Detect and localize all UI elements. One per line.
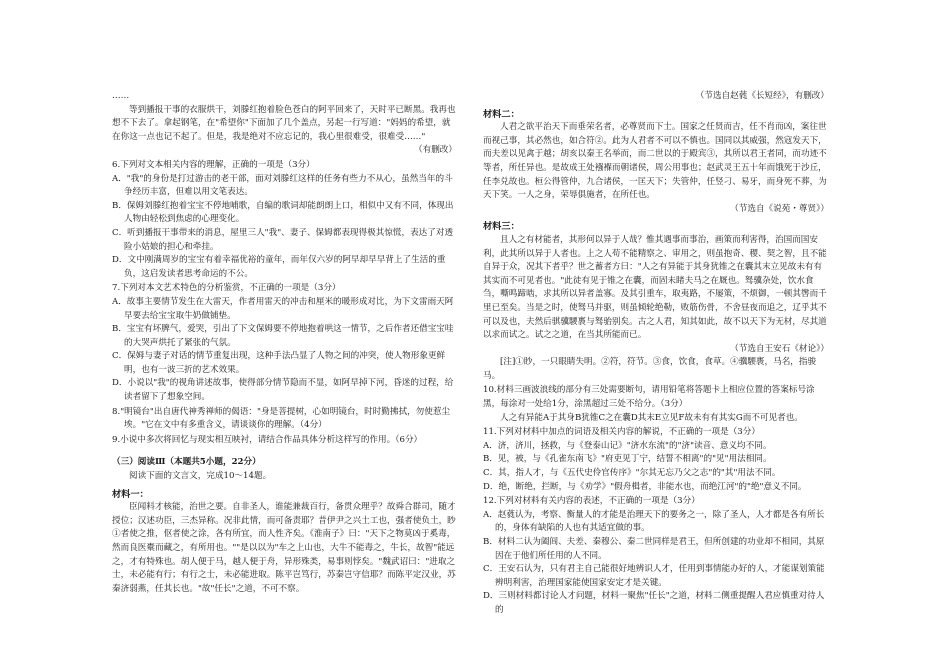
question-8: 8."明镜台"出自唐代神秀禅师的偈语："身是菩提树，心如明镜台，时时勤拂拭，勿使惹尘埃。"它在文中有多重含义，请谈谈你的理解。（4分） <box>112 406 451 431</box>
story-paragraph: 等到播报干事的衣服烘干，刘滕红抱着脸色苍白的阿平回来了，天时平已断黑。我再也想不下去了。拿起钢笔，在"希望你"下面加了几个盖点，另起一行写道："妈妈的希望，就在你这一点也记不起了。但是，我是绝对不应忘记的，我心里很难受，很难受……" <box>112 104 456 142</box>
source-material-2: （节选自《说苑・尊贤》） <box>730 203 829 214</box>
q6-option-d: D．文中刚满周岁的宝宝有着幸福优裕的童年，而年仅六岁的阿早却早早背上了生活的重负，这启发读者思考命运的不公。 <box>112 255 446 279</box>
q7-option-c: C．保姆与妻子对话的情节重复出现，这种手法凸显了人物之间的冲突，使人物形象更鲜明，也有一波三折的艺术效果。 <box>112 351 446 375</box>
question-6-stem: 6.下列对文本相关内容的理解，正确的一项是（3分） <box>112 159 315 170</box>
annotation-note: [注]①眇，一只眼睛失明。②符，符节。③食，饮食，食草。④骥騕褭，马名，指骏马。 <box>483 357 817 381</box>
material-2-label: 材料二： <box>483 108 520 120</box>
material-1-text: 臣闻料才核能，治世之要。自非圣人，谁能兼裁百行，备贯众理乎？故舜合群司，随才授位；汉述功臣，三杰异称。况非此情，而可备责耶？昔伊尹之兴土工也，强者使负土，眇①者使之推，伛者使之涂，各有所宜，而人性齐矣。《淮南子》曰："天下之物莫凶于奚毒，然而良医橐而藏之，有所用也。""是以以为"车之上山也，大牛不能毒之，牛长，故智"能远之，才有特殊也。胡人便于马，越人便于舟，异形殊类，易事则悖矣。"魏武诏曰："进取之士，未必能有行；有行之士，未必能进取。陈平岂笃行，苏秦岂守信耶？而陈平定汉业，苏秦济弱燕，任其长也。"故"任长"之道，不可不察。 <box>112 502 456 594</box>
q12-option-d: D．三则材料都讨论人才问题，材料一聚焦"任长"之道，材料二侧重提醒人君应慎重对待人的 <box>483 591 825 615</box>
q7-option-b: B．宝宝有坏脾气，爱哭，引出了下文保姆要不停地抱着哄这一情节，之后作者还借宝宝哇的大哭声烘托了紧张的气氛。 <box>112 324 454 348</box>
q12-option-c: C．王安石认为，只有君主自己能很好地辨识人才，任用到事情能办好的人，才能谋划策能辨明利害，治理国家能使国家安定才是关键。 <box>483 564 825 588</box>
material-1-label: 材料一： <box>112 488 149 500</box>
question-10: 10.材料三画波浪线的部分有三处需要断句，请用铅笔将答题卡上相应位置的答案标号涂黑，每涂对一处给1分，涂黑超过三处不给分。（3分） <box>483 385 815 410</box>
q6-option-a: A．"我"的身份是打过游击的老干部，面对刘滕红这样的任务有些力不从心，虽然当年的斗争经历丰富，但难以用文笔表达。 <box>112 173 453 198</box>
q11-option-c: C．其，指人才，与《五代史伶官传序》"尔其无忘乃父之志"的"其"用法不同。 <box>483 468 781 479</box>
right-column <box>483 90 829 618</box>
q12-option-b: B．材料二认为阖闾、夫差、秦穆公、秦二世同样是君王，但所创建的功业却不相同，其原因在于他们所任用的人不同。 <box>483 537 825 561</box>
ellipsis-line: …… <box>112 91 130 101</box>
q7-option-a: A．故事主要情节发生在大雷天，作者用雷天的冲击和厘米的暖形成对比，为下文雷雨天阿早要去给宝宝取牛奶做铺垫。 <box>112 296 454 321</box>
left-column <box>112 90 457 596</box>
material-2-text: 人君之欲平治天下而垂荣名者，必尊贤而下士。国家之任贤而吉，任不肖而凶，案往世而视己事，其必然也，如合符②。此为人君者不可以不慎也。国同以其威强，然寇发天下，而夫差以见禽于越；胡亥以秦王名举而，而二世以的于殿宾③，其所以君王者同，而功迹不等者，所任异也。是故成王处襁褓而朝诸侯，周公用事也；赵武灵王五十年而饿死于沙丘，任李兑故也。桓公得管仲，九合诸侯，一匡天下；失管仲，任竖刁、易牙，而身死不葬，为天下笑。一人之身，荣辱俱施者，在所任也。 <box>483 122 827 201</box>
q7-option-d: D．小说以"我"的视角讲述故事，使得部分情节隐而不显，如阿早掉下河，昏迷的过程，给读者留下了想象空间。 <box>112 378 454 403</box>
question-11-stem: 11.下列对材料中加点的词语及相关内容的解说，不正确的一项是（3分） <box>483 427 760 438</box>
q11-option-b: B．见，被，与《孔雀东南飞》"府吏见丁宁，结誓不相离"的"见"用法相同。 <box>483 454 772 465</box>
story-source: （有删改） <box>414 145 457 156</box>
source-material-1: （节选自赵蕤《长短经》，有删改） <box>695 91 829 101</box>
question-7-stem: 7.下列对本文艺术特色的分析鉴赏，不正确的一项是（3分） <box>112 283 341 294</box>
q11-option-a: A．济，济川，拯救，与《登泰山记》"济水东流"的"济"读音、意义均不同。 <box>483 440 772 451</box>
section-3-heading: （三）阅读Ⅲ（本题共5小题，22分） <box>112 457 261 468</box>
section-3-intro: 阅读下面的文言文，完成10～14题。 <box>129 471 272 482</box>
material-3-text: 且人之有材能者，其形何以异于人哉？惟其遇事而事治，画策而利害得，治国而国安利，此其所以异于人者也。上之人苟不能精察之、审用之，则虽抱奇、稷、契之智，且不能自异于众，况其下者乎？世之蓄者方曰："人之有异能于其身犹锥之在囊其末立见故未有有其实而不可见者也。"此徒有见于锥之在囊，而固未睹夫马之在厩也。驽骥杂处，饮水食刍，嘶鸣蹄啮，求其所以异者盖寡。及其引重车，取夷路，不屡策，不烦御，一顿其辔而千里已至矣。当是之时，使驽马并驱，则虽倾轮绝勒，败筋伤骨，不舍昼夜而追之，辽乎其不可以及也，夫然后骐骥騕褭与驽骀别矣。古之人君，知其如此，故不以天下为无材，尽其道以求而试之。试之之道，在当其所能而已。 <box>483 234 827 341</box>
q6-option-c: C．听到播报干事带来的消息，屋里三人"我"、妻子、保姆都表现得极其惊慌，表达了对透险小姑娘的担心和牵挂。 <box>112 227 454 252</box>
question-9: 9.小说中多次将回忆与现实相互映衬，请结合作品具体分析这样写的作用。（6分） <box>112 434 423 445</box>
source-material-3: （节选自王安石《材论》） <box>730 343 829 354</box>
material-3-label: 材料三： <box>483 221 520 233</box>
q6-option-b: B．保姆刘滕红抱着宝宝不停地哺歌，自编的歌词却能朗朗上口，相似中又有不同，体现出人物由轻松到焦虑的心理变化。 <box>112 200 454 225</box>
question-10-sentence: 人之有异能A于其身B犹锥C之在囊D其末E立见F故未有有其实G而不可见者也。 <box>500 412 803 423</box>
question-12-stem: 12.下列对材料有关内容的表述，不正确的一项是（3分） <box>483 496 700 507</box>
q11-option-d: D．绝，断绝，拦断，与《劝学》"假舟楫者，非能水也，而绝江河"的"绝"意义不同。 <box>483 481 807 492</box>
q12-option-a: A．赵蕤认为，考察、衡量人的才能是治理天下的要务之一，除了圣人，人才都是各有所长的，身体有缺陷的人也有其适宜做的事。 <box>483 509 825 534</box>
